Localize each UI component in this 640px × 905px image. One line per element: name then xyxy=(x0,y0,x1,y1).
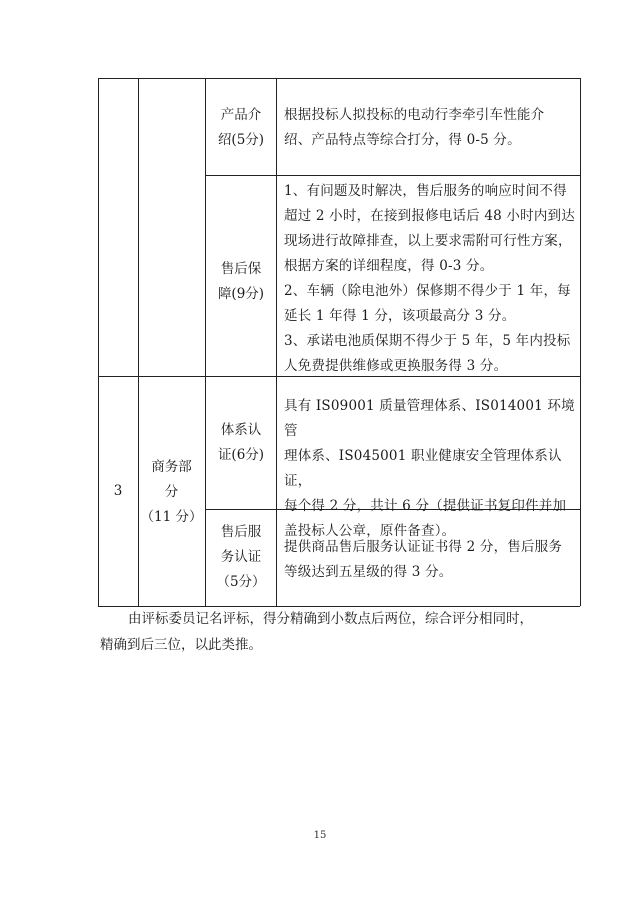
description-line: 具有 IS09001 质量管理体系、IS014001 环境管 xyxy=(284,398,575,439)
item-line: 售后保 xyxy=(220,261,262,277)
scoring-note xyxy=(100,606,580,658)
description-line: 2、车辆（除电池外）保修期不得少于 1 年，每 xyxy=(284,283,571,299)
item-line: 绍(5分) xyxy=(217,132,265,148)
table-description-cell xyxy=(284,394,576,544)
description-line: 延长 1 年得 1 分，该项最高分 3 分。 xyxy=(284,308,516,324)
description-line: 盖投标人公章，原件备查）。 xyxy=(284,523,456,539)
item-line: 障(9分) xyxy=(217,286,265,302)
page-number: 15 xyxy=(313,830,327,841)
table-description-cell xyxy=(284,535,576,585)
category-line: （11 分） xyxy=(140,509,203,525)
item-line: 务认证 xyxy=(220,549,262,565)
table-item-cell xyxy=(205,418,277,468)
table-description-cell xyxy=(284,179,576,379)
item-line: 体系认 xyxy=(220,422,262,438)
description-line: 3、承诺电池质保期不得少于 5 年，5 年内投标 xyxy=(284,333,571,349)
table-border-left xyxy=(98,78,99,606)
table-item-cell xyxy=(205,103,277,153)
item-line: 证(6分) xyxy=(217,447,265,463)
description-line: 超过 2 小时，在接到报修电话后 48 小时内到达 xyxy=(284,208,575,224)
description-line: 现场进行故障排查，以上要求需附可行性方案， xyxy=(284,233,572,249)
item-line: 产品介 xyxy=(220,107,262,123)
description-line: 根据方案的详细程度，得 0-3 分。 xyxy=(284,258,494,274)
description-line: 1、有问题及时解决，售后服务的响应时间不得 xyxy=(284,183,567,199)
description-line: 根据投标人拟投标的电动行李牵引车性能介 xyxy=(284,107,545,123)
category-line: 分 xyxy=(164,484,179,500)
description-line: 每个得 2 分，共计 6 分（提供证书复印件并加 xyxy=(284,498,567,514)
table-row-divider xyxy=(205,175,580,176)
item-line: 售后服 xyxy=(220,524,262,540)
table-item-cell xyxy=(205,520,277,595)
note-line: 精确到后三位，以此类推。 xyxy=(100,637,262,653)
table-item-cell xyxy=(205,257,277,307)
description-line: 等级达到五星级的得 3 分。 xyxy=(284,564,453,580)
description-line: 人免费提供维修或更换服务得 3 分。 xyxy=(284,358,508,374)
description-line: 提供商品售后服务认证证书得 2 分，售后服务 xyxy=(284,539,563,555)
item-line: （5分） xyxy=(216,574,266,590)
table-border-right xyxy=(580,78,581,606)
table-description-cell xyxy=(284,103,576,153)
note-line: 由评标委员记名评标，得分精确到小数点后两位，综合评分相同时， xyxy=(128,611,533,627)
table-category-cell xyxy=(138,455,205,530)
description-line: 理体系、IS045001 职业健康安全管理体系认证， xyxy=(284,448,562,489)
category-line: 商务部 xyxy=(151,459,192,475)
description-line: 绍、产品特点等综合打分，得 0-5 分。 xyxy=(284,132,521,148)
table-border-top xyxy=(98,78,580,79)
table-number-cell: 3 xyxy=(113,483,123,499)
